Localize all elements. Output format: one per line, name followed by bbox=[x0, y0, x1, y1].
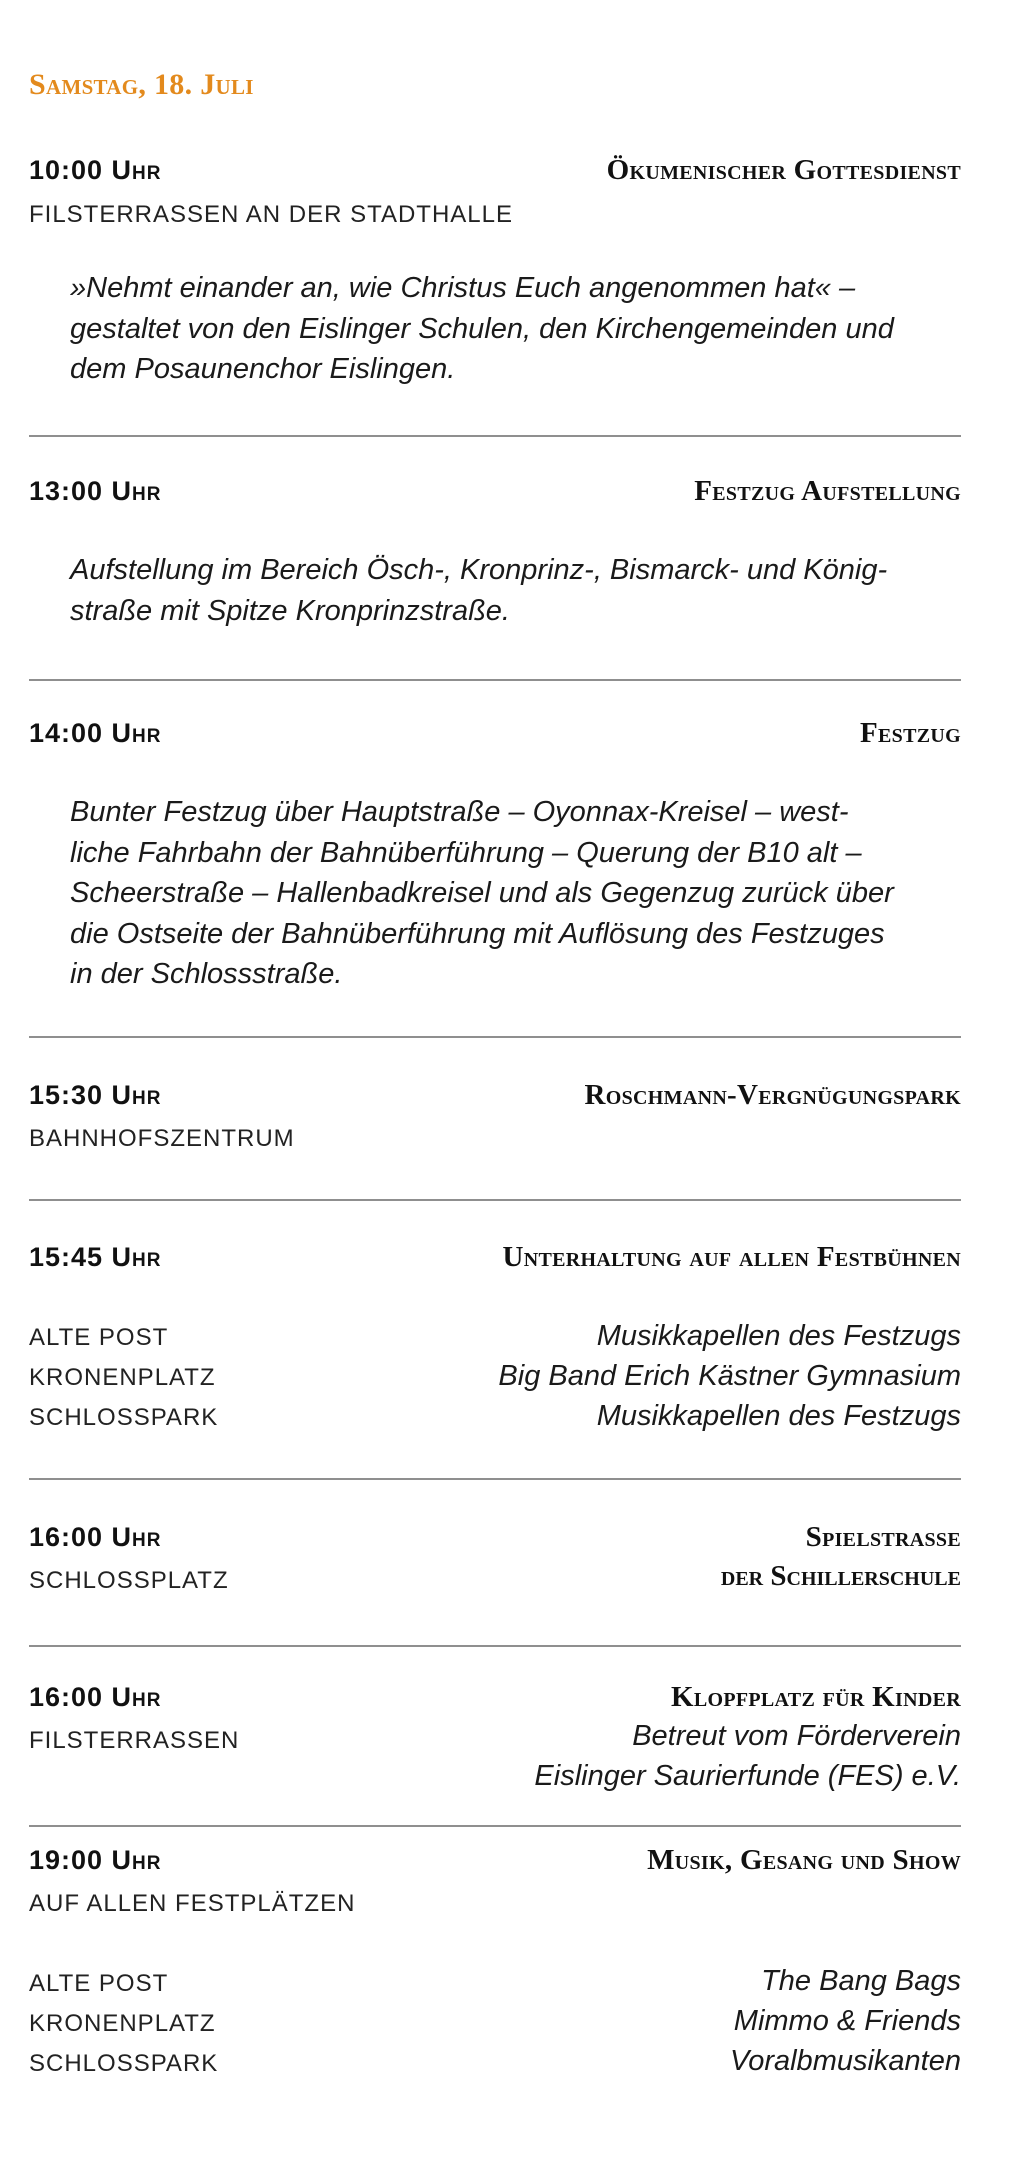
event-block bbox=[29, 1080, 961, 1170]
event-title: Roschmann-Vergnügungspark bbox=[584, 1079, 961, 1111]
stage-act: Musikkapellen des Festzugs bbox=[596, 1320, 961, 1352]
divider bbox=[29, 1036, 961, 1038]
event-time: 10:00 Uhr bbox=[29, 155, 162, 185]
stage-place: ALTE POST bbox=[29, 1324, 169, 1351]
description-line: dem Posaunenchor Eislingen. bbox=[70, 353, 456, 385]
description-line: Bunter Festzug über Hauptstraße – Oyonnax-Kreisel – west- bbox=[70, 796, 849, 828]
stage-act: Mimmo & Friends bbox=[733, 2005, 961, 2037]
day-heading: Samstag, 18. Juli bbox=[29, 68, 254, 101]
description-line: Scheerstraße – Hallenbadkreisel und als Gegenzug zurück über bbox=[70, 877, 894, 909]
stage-place: SCHLOSSPARK bbox=[29, 1404, 219, 1431]
event-time: 16:00 Uhr bbox=[29, 1522, 162, 1552]
description-line: liche Fahrbahn der Bahnüberführung – Querung der B10 alt – bbox=[70, 836, 862, 869]
stage-place: ALTE POST bbox=[29, 1970, 169, 1997]
event-title: Klopfplatz für Kinder bbox=[671, 1681, 961, 1713]
event-time: 19:00 Uhr bbox=[29, 1845, 162, 1875]
event-subtitle: Betreut vom Förderverein bbox=[632, 1720, 961, 1752]
event-block bbox=[29, 1522, 961, 1612]
description-line: straße mit Spitze Kronprinzstraße. bbox=[70, 594, 510, 627]
description-line: in der Schlossstraße. bbox=[70, 958, 343, 990]
stage-act: The Bang Bags bbox=[761, 1965, 961, 1997]
event-location: SCHLOSSPLATZ bbox=[29, 1567, 229, 1594]
event-time: 15:30 Uhr bbox=[29, 1080, 162, 1110]
event-title: Musik, Gesang und Show bbox=[647, 1844, 961, 1876]
stage-act: Voralbmusikanten bbox=[729, 2045, 961, 2077]
description-line: gestaltet von den Eislinger Schulen, den Kirchengemeinden und bbox=[70, 312, 894, 345]
event-description bbox=[70, 268, 950, 390]
event-time: 16:00 Uhr bbox=[29, 1682, 162, 1712]
event-title: Festzug Aufstellung bbox=[694, 475, 961, 507]
event-location: AUF ALLEN FESTPLÄTZEN bbox=[29, 1890, 356, 1917]
event-description bbox=[70, 550, 950, 631]
event-block bbox=[29, 1845, 961, 2095]
description-line: die Ostseite der Bahnüberführung mit Auflösung des Festzuges bbox=[70, 917, 885, 950]
event-title: Ökumenischer Gottesdienst bbox=[606, 154, 961, 186]
stage-act: Big Band Erich Kästner Gymnasium bbox=[498, 1360, 961, 1392]
stage-place: KRONENPLATZ bbox=[29, 2010, 216, 2037]
event-location: BAHNHOFSZENTRUM bbox=[29, 1125, 295, 1152]
event-block bbox=[29, 718, 961, 1018]
event-block bbox=[29, 155, 961, 395]
event-description bbox=[70, 792, 950, 995]
divider bbox=[29, 1825, 961, 1827]
event-location: FILSTERRASSEN bbox=[29, 1727, 240, 1754]
divider bbox=[29, 1478, 961, 1480]
event-title: Unterhaltung auf allen Festbühnen bbox=[502, 1241, 961, 1273]
stage-place: SCHLOSSPARK bbox=[29, 2050, 219, 2077]
stage-place: KRONENPLATZ bbox=[29, 1364, 216, 1391]
event-title-line-2: der Schillerschule bbox=[720, 1560, 961, 1592]
divider bbox=[29, 435, 961, 437]
description-line: »Nehmt einander an, wie Christus Euch angenommen hat« – bbox=[70, 272, 856, 304]
event-title: Festzug bbox=[860, 717, 961, 749]
event-time: 13:00 Uhr bbox=[29, 476, 162, 506]
event-subtitle: Eislinger Saurierfunde (FES) e.V. bbox=[534, 1760, 961, 1792]
stage-act: Musikkapellen des Festzugs bbox=[596, 1400, 961, 1432]
event-block bbox=[29, 476, 961, 636]
event-time: 15:45 Uhr bbox=[29, 1242, 162, 1272]
description-line: Aufstellung im Bereich Ösch-, Kronprinz-, Bismarck- und König- bbox=[70, 554, 888, 586]
divider bbox=[29, 1645, 961, 1647]
divider bbox=[29, 679, 961, 681]
divider bbox=[29, 1199, 961, 1201]
event-time: 14:00 Uhr bbox=[29, 718, 162, 748]
event-block bbox=[29, 1682, 961, 1812]
event-block bbox=[29, 1242, 961, 1442]
event-location: FILSTERRASSEN AN DER STADTHALLE bbox=[29, 201, 513, 228]
event-title: Spielstrasse bbox=[805, 1521, 961, 1553]
